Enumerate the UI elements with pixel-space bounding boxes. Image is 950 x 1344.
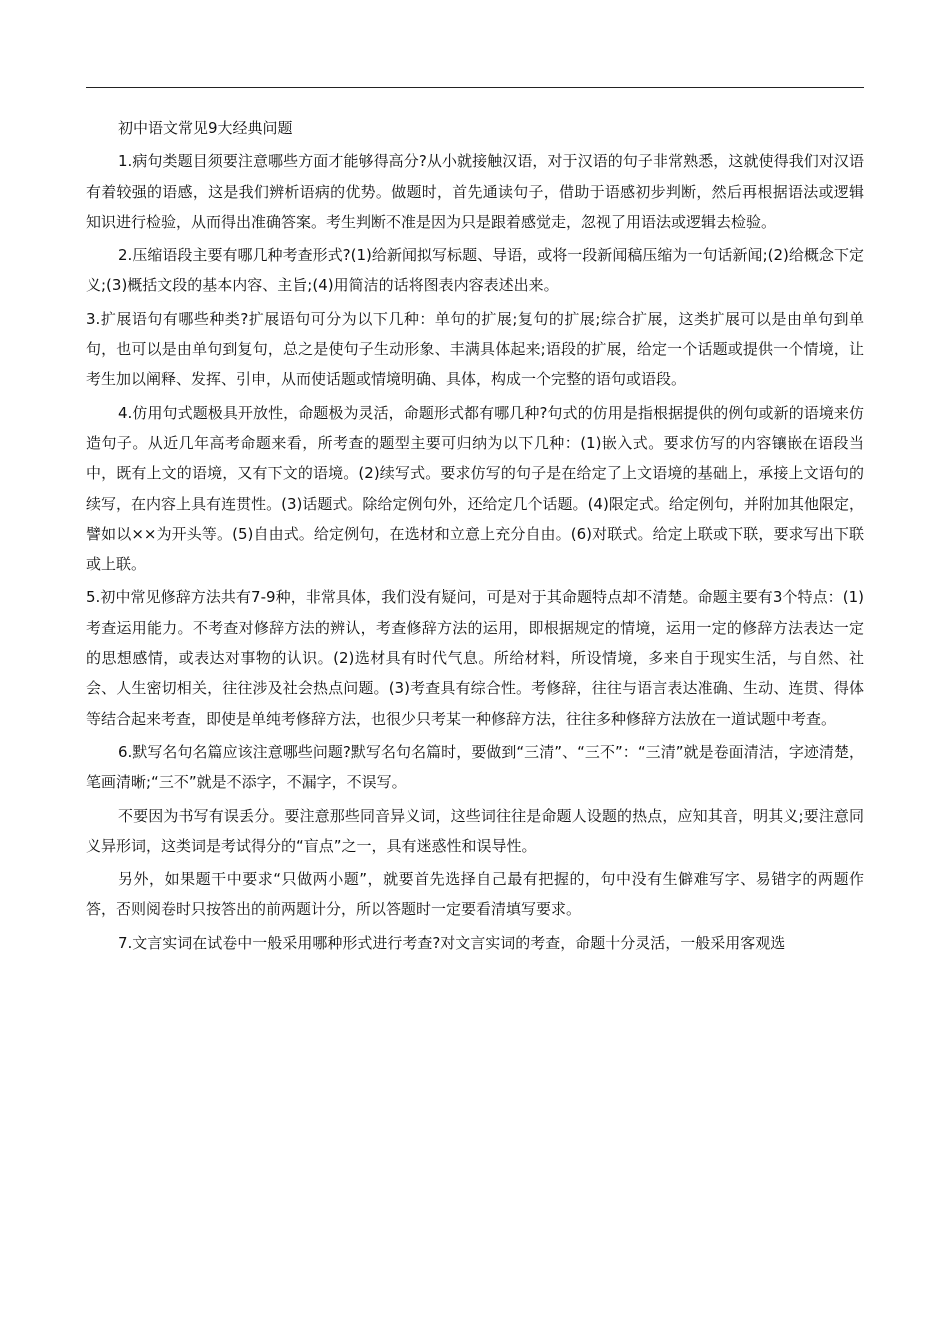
paragraph-4: 4.仿用句式题极具开放性，命题极为灵活，命题形式都有哪几种?句式的仿用是指根据提供的例句或新的语境来仿造句子。从近几年高考命题来看，所考查的题型主要可归纳为以下几种：(1)嵌入式。要求仿写的内容镶嵌在语段当中，既有上文的语境，又有下文的语境。(2)续写式。要求仿写的句子是在给定了上文语境的基础上，承接上文语句的续写，在内容上具有连贯性。(3)话题式。除给定例句外，还给定几个话题。(4)限定式。给定例句，并附加其他限定，譬如以××为开头等。(5)自由式。给定例句，在选材和立意上充分自由。(6)对联式。给定上联或下联，要求写出下联或上联。 <box>86 403 864 574</box>
document-body <box>86 113 864 958</box>
paragraph-2: 2.压缩语段主要有哪几种考查形式?(1)给新闻拟写标题、导语，或将一段新闻稿压缩为一句话新闻;(2)给概念下定义;(3)概括文段的基本内容、主旨;(4)用简洁的话将图表内容表述出来。 <box>86 246 864 295</box>
paragraph-6: 6.默写名句名篇应该注意哪些问题?默写名句名篇时，要做到“三清”、“三不”：“三清”就是卷面清洁，字迹清楚，笔画清晰;“三不”就是不添字，不漏字，不误写。 <box>86 742 864 792</box>
header-rule <box>86 87 864 88</box>
document-title: 初中语文常见9大经典问题 <box>118 119 293 137</box>
paragraph-8: 另外，如果题干中要求“只做两小题”，就要首先选择自己最有把握的，句中没有生僻难写字、易错字的两题作答，否则阅卷时只按答出的前两题计分，所以答题时一定要看清填写要求。 <box>86 870 864 919</box>
paragraph-9: 7.文言实词在试卷中一般采用哪种形式进行考查?对文言实词的考查，命题十分灵活，一般采用客观选 <box>118 933 786 952</box>
paragraph-1: 1.病句类题目须要注意哪些方面才能够得高分?从小就接触汉语，对于汉语的句子非常熟悉，这就使得我们对汉语有着较强的语感，这是我们辨析语病的优势。做题时，首先通读句子，借助于语感初步判断，然后再根据语法或逻辑知识进行检验，从而得出准确答案。考生判断不准是因为只是跟着感觉走，忽视了用语法或逻辑去检验。 <box>86 152 864 231</box>
paragraph-7: 不要因为书写有误丢分。要注意那些同音异义词，这些词往往是命题人设题的热点，应知其音，明其义;要注意同义异形词，这类词是考试得分的“盲点”之一，具有迷惑性和误导性。 <box>86 806 864 855</box>
paragraph-3: 3.扩展语句有哪些种类?扩展语句可分为以下几种：单句的扩展;复句的扩展;综合扩展，这类扩展可以是由单句到单句，也可以是由单句到复句，总之是使句子生动形象、丰满具体起来;语段的扩展，给定一个话题或提供一个情境，让考生加以阐释、发挥、引申，从而使话题或情境明确、具体，构成一个完整的语句或语段。 <box>86 309 864 389</box>
paragraph-5: 5.初中常见修辞方法共有7-9种，非常具体，我们没有疑问，可是对于其命题特点却不清楚。命题主要有3个特点：(1)考查运用能力。不考查对修辞方法的辨认，考查修辞方法的运用，即根据规定的情境，运用一定的修辞方法表达一定的思想感情，或表达对事物的认识。(2)选材具有时代气息。所给材料，所设情境，多来自于现实生活，与自然、社会、人生密切相关，往往涉及社会热点问题。(3)考查具有综合性。考修辞，往往与语言表达准确、生动、连贯、得体等结合起来考查，即使是单纯考修辞方法，也很少只考某一种修辞方法，往往多种修辞方法放在一道试题中考查。 <box>86 588 864 728</box>
